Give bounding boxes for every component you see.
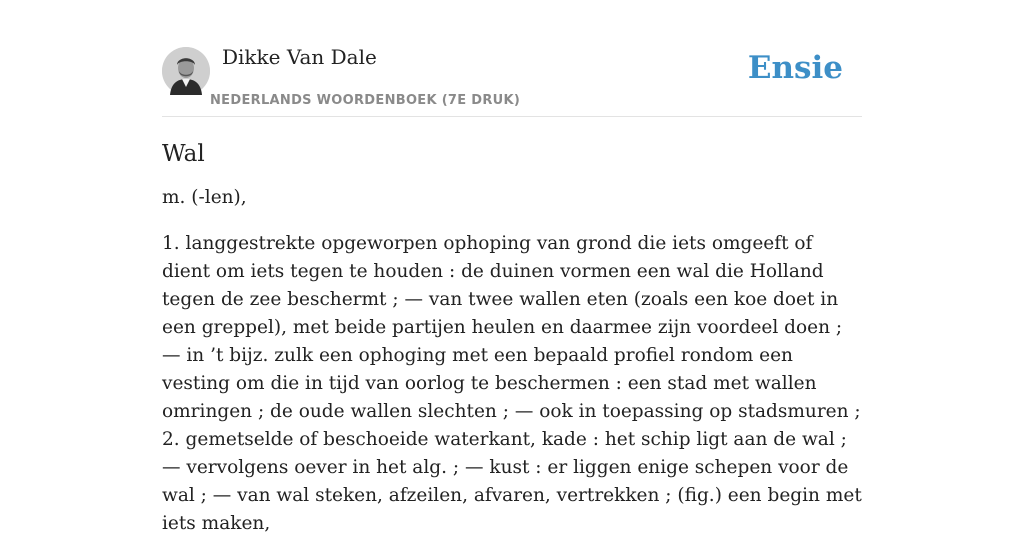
- entry-title: Wal: [162, 141, 205, 167]
- ensie-logo[interactable]: Ensie: [747, 50, 843, 86]
- author-avatar: [162, 47, 210, 95]
- header: [162, 0, 862, 117]
- author-name[interactable]: Dikke Van Dale: [222, 45, 377, 69]
- definition-1: 1. langgestrekte opgeworpen ophoping van grond die iets omgeeft of dient om iets tegen te houden : de duinen vormen een wal die Holland tegen de zee beschermt ; — van twee wallen eten (zoals een koe doet in een greppel), met beide partijen heulen en daarmee zijn voordeel doen ; — in ’t bijz. zulk een ophoging met een bepaald profiel rondom een vesting om die in tijd van oorlog te beschermen : een stad met wallen omringen ; de oude wallen slechten ; — ook in toepassing op stadsmuren ;: [162, 233, 861, 422]
- definition-2: 2. gemetselde of beschoeide waterkant, kade : het schip ligt aan de wal ; — vervolgens oever in het alg. ; — kust : er liggen enige schepen voor de wal ; — van wal steken, afzeilen, afvaren, vertrekken ; (fig.) een begin met iets maken,: [162, 429, 862, 534]
- entry-grammar: m. (-len),: [162, 187, 247, 208]
- source-subtitle[interactable]: NEDERLANDS WOORDENBOEK (7E DRUK): [210, 93, 521, 108]
- entry-content: [162, 138, 862, 538]
